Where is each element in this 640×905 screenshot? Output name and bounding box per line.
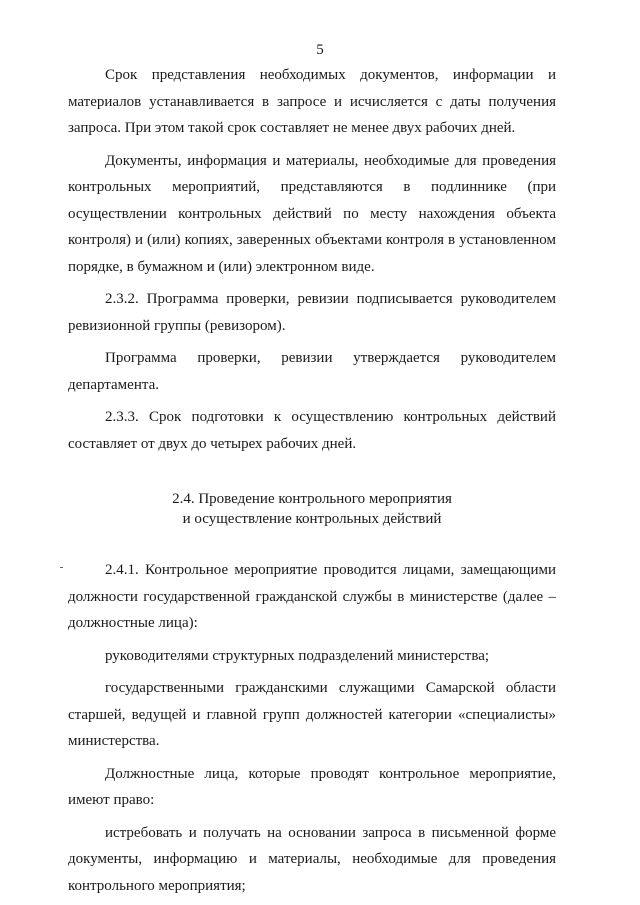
document-body — [68, 62, 556, 905]
section-heading — [68, 489, 556, 529]
paragraph: Программа проверки, ревизии утверждается руководителем департамента. — [68, 350, 556, 393]
page-number: 5 — [316, 42, 324, 58]
paragraph: 2.3.3. Срок подготовки к осуществлению контрольных действий составляет от двух до четырех рабочих дней. — [68, 409, 556, 452]
paragraph: истребовать и получать на основании запроса в письменной форме документы, информацию и материалы, необходимые для проведения контрольного мероприятия; — [68, 824, 556, 894]
paragraph: 2.3.2. Программа проверки, ревизии подписывается руководителем ревизионной группы (ревизором). — [68, 291, 556, 334]
paragraph: Срок представления необходимых документов, информации и материалов устанавливается в запросе и исчисляется с даты получения запроса. При этом такой срок составляет не менее двух рабочих дней. — [68, 67, 556, 136]
margin-mark — [60, 567, 63, 568]
paragraph: 2.4.1. Контрольное мероприятие проводится лицами, замещающими должности государственной гражданской службы в министерстве (далее – должностные лица): — [68, 562, 556, 631]
section-heading-line: 2.4. Проведение контрольного мероприятия — [172, 491, 452, 507]
paragraph: государственными гражданскими служащими Самарской области старшей, ведущей и главной групп должностей категории «специалисты» министерства. — [68, 680, 556, 749]
paragraph: руководителями структурных подразделений министерства; — [105, 647, 490, 664]
paragraph: Должностные лица, которые проводят контрольное мероприятие, имеют право: — [68, 765, 556, 808]
paragraph: Документы, информация и материалы, необходимые для проведения контрольных мероприятий, представляются в подлиннике (при осуществлении контрольных действий по месту нахождения объекта контроля) и (или) копиях, заверенных объектами контроля в установленном порядке, в бумажном и (или) электронном виде. — [68, 152, 556, 275]
section-heading-line: и осуществление контрольных действий — [182, 511, 442, 527]
